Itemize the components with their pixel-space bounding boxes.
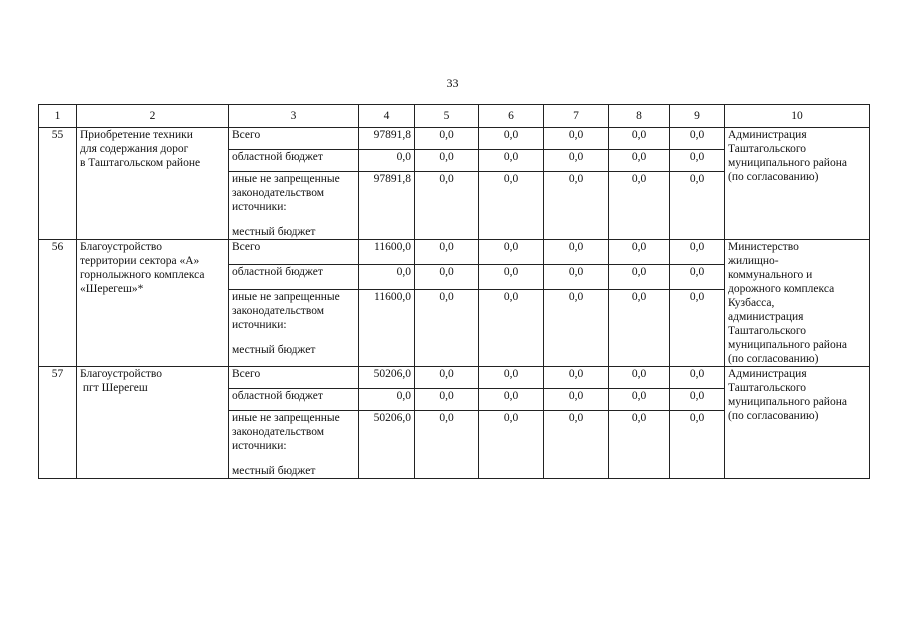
page-number: 33 [446, 76, 459, 90]
amount-cell: 0,0 [359, 264, 415, 289]
amount-cell: 0,0 [670, 389, 725, 411]
amount-cell: 0,0 [544, 289, 609, 366]
source-other-label [229, 172, 359, 240]
executor-line: муниципального района [728, 157, 847, 169]
source-other-line: законодательством [232, 304, 325, 317]
activity-name-line: пгт Шерегеш [80, 382, 148, 394]
source-other-line: законодательством [232, 426, 325, 438]
executor-line: (по согласованию) [728, 353, 819, 365]
source-total-label: Всего [229, 367, 359, 389]
amount-cell: 50206,0 [359, 411, 415, 479]
source-regional-label: областной бюджет [229, 150, 359, 172]
source-other-line: источники: [232, 318, 287, 331]
amount-cell: 0,0 [609, 128, 670, 150]
amount-cell: 11600,0 [359, 240, 415, 265]
amount-cell: 0,0 [670, 150, 725, 172]
amount-cell: 0,0 [415, 240, 479, 265]
amount-cell: 0,0 [609, 367, 670, 389]
executor-line: жилищно- [728, 255, 779, 267]
activity-name-line: в Таштагольском районе [80, 157, 201, 169]
amount-cell: 0,0 [544, 411, 609, 479]
header-cell: 4 [359, 105, 415, 128]
amount-cell: 0,0 [609, 289, 670, 366]
row-index: 55 [39, 128, 77, 240]
executor-line: Таштагольского [728, 382, 807, 394]
amount-cell: 0,0 [415, 389, 479, 411]
executor-line: Таштагольского [728, 143, 807, 155]
source-other-line: законодательством [232, 187, 325, 199]
executor [725, 128, 870, 240]
executor-line: дорожного комплекса [728, 283, 835, 295]
source-other-line: иные не запрещенные [232, 290, 340, 303]
activity-name-line: Благоустройство [80, 368, 162, 380]
amount-cell: 0,0 [544, 172, 609, 240]
activity-name-line: Благоустройство [80, 241, 162, 253]
source-local-label: местный бюджет [232, 343, 316, 356]
source-local-label: местный бюджет [232, 226, 316, 238]
amount-cell: 0,0 [415, 128, 479, 150]
amount-cell: 0,0 [544, 128, 609, 150]
source-regional-label: областной бюджет [229, 389, 359, 411]
amount-cell: 0,0 [670, 172, 725, 240]
amount-cell: 0,0 [479, 128, 544, 150]
amount-cell: 0,0 [670, 128, 725, 150]
amount-cell: 0,0 [609, 389, 670, 411]
header-cell: 6 [479, 105, 544, 128]
executor-line: Министерство [728, 241, 799, 253]
amount-cell: 0,0 [670, 289, 725, 366]
executor-line: Администрация [728, 368, 807, 380]
amount-cell: 11600,0 [359, 289, 415, 366]
source-regional-label: областной бюджет [229, 264, 359, 289]
amount-cell: 0,0 [544, 389, 609, 411]
activity-name-line: горнолыжного комплекса [80, 269, 205, 281]
activity-name [77, 128, 229, 240]
amount-cell: 0,0 [544, 367, 609, 389]
source-other-line: иные не запрещенные [232, 173, 340, 185]
amount-cell: 0,0 [544, 150, 609, 172]
amount-cell: 97891,8 [359, 128, 415, 150]
source-total-label: Всего [229, 128, 359, 150]
source-local-label: местный бюджет [232, 465, 316, 477]
header-cell: 8 [609, 105, 670, 128]
source-other-label [229, 411, 359, 479]
activity-name-line: Приобретение техники [80, 129, 193, 141]
activity-name [77, 367, 229, 479]
executor [725, 367, 870, 479]
source-total-label: Всего [229, 240, 359, 265]
amount-cell: 0,0 [479, 172, 544, 240]
table-row-total [39, 367, 870, 389]
amount-cell: 0,0 [359, 150, 415, 172]
executor-line: Кузбасса, [728, 297, 775, 309]
executor-line: Администрация [728, 129, 807, 141]
amount-cell: 0,0 [609, 150, 670, 172]
amount-cell: 0,0 [479, 389, 544, 411]
executor-line: Таштагольского [728, 325, 807, 337]
amount-cell: 0,0 [359, 389, 415, 411]
amount-cell: 0,0 [609, 264, 670, 289]
amount-cell: 0,0 [479, 264, 544, 289]
activity-name-line: «Шерегеш»* [80, 283, 144, 295]
source-other-line: источники: [232, 201, 287, 213]
amount-cell: 0,0 [479, 367, 544, 389]
source-other-line: иные не запрещенные [232, 412, 340, 424]
header-cell: 9 [670, 105, 725, 128]
amount-cell: 0,0 [609, 240, 670, 265]
amount-cell: 0,0 [415, 289, 479, 366]
amount-cell: 50206,0 [359, 367, 415, 389]
header-cell: 2 [77, 105, 229, 128]
executor-line: (по согласованию) [728, 171, 819, 183]
amount-cell: 0,0 [479, 150, 544, 172]
table-body [39, 128, 870, 479]
amount-cell: 0,0 [670, 411, 725, 479]
header-cell: 5 [415, 105, 479, 128]
activity-name-line: территории сектора «А» [80, 255, 200, 267]
activity-name-line: для содержания дорог [80, 143, 189, 155]
amount-cell: 0,0 [544, 264, 609, 289]
amount-cell: 0,0 [415, 367, 479, 389]
amount-cell: 0,0 [544, 240, 609, 265]
executor-line: муниципального района [728, 339, 847, 351]
row-index: 56 [39, 240, 77, 367]
header-row [39, 105, 870, 128]
amount-cell: 0,0 [479, 411, 544, 479]
executor [725, 240, 870, 367]
source-other-label [229, 289, 359, 366]
amount-cell: 97891,8 [359, 172, 415, 240]
amount-cell: 0,0 [670, 367, 725, 389]
executor-line: администрация [728, 311, 804, 323]
row-index: 57 [39, 367, 77, 479]
amount-cell: 0,0 [415, 150, 479, 172]
amount-cell: 0,0 [670, 240, 725, 265]
amount-cell: 0,0 [479, 240, 544, 265]
executor-line: коммунального и [728, 269, 813, 281]
header-cell: 3 [229, 105, 359, 128]
header-cell: 7 [544, 105, 609, 128]
amount-cell: 0,0 [415, 264, 479, 289]
activity-name [77, 240, 229, 367]
header-cell: 10 [725, 105, 870, 128]
header-cell: 1 [39, 105, 77, 128]
amount-cell: 0,0 [479, 289, 544, 366]
amount-cell: 0,0 [609, 172, 670, 240]
amount-cell: 0,0 [415, 172, 479, 240]
amount-cell: 0,0 [415, 411, 479, 479]
amount-cell: 0,0 [670, 264, 725, 289]
table-row-total [39, 128, 870, 150]
table-row-total [39, 240, 870, 265]
executor-line: (по согласованию) [728, 410, 819, 422]
executor-line: муниципального района [728, 396, 847, 408]
program-activities-table [38, 104, 870, 479]
amount-cell: 0,0 [609, 411, 670, 479]
source-other-line: источники: [232, 440, 287, 452]
